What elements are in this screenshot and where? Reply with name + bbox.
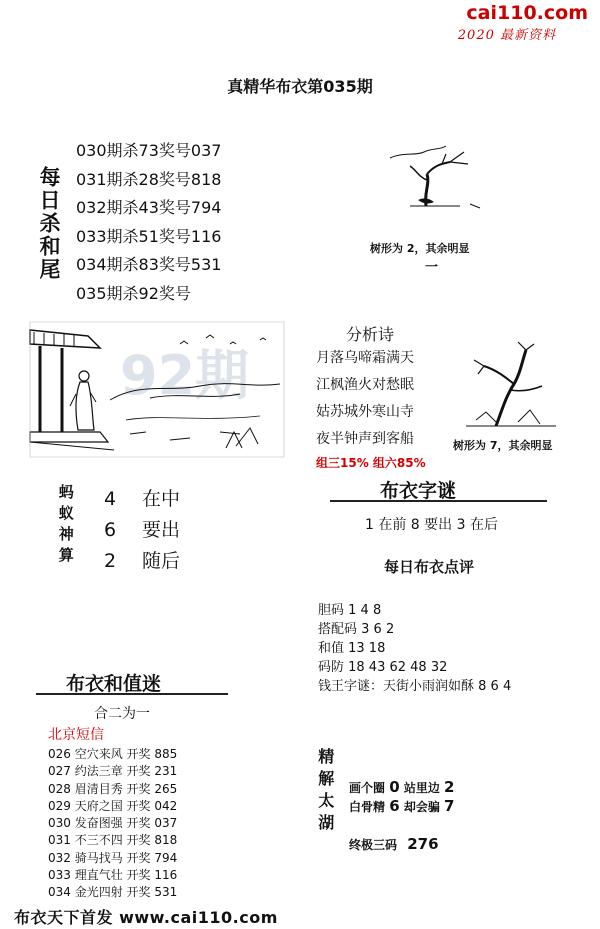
hezhi-subtitle: 合二为一 — [94, 706, 150, 722]
tree1-note: 树形为 2，其余明显 — [370, 242, 470, 255]
jingjie-phrase: 画个圈 — [349, 781, 386, 795]
jingjie-row — [349, 797, 454, 815]
jingjie-number: 7 — [444, 797, 455, 815]
poem-line: 夜半钟声到客船 — [316, 431, 414, 447]
tree2-note: 树形为 7，其余明显 — [453, 439, 553, 452]
list-item: 026 空穴来风 开奖 885 — [48, 747, 178, 761]
daily-kill-list — [76, 137, 221, 308]
list-item: 028 眉清目秀 开奖 265 — [48, 781, 178, 796]
poem-line: 月落乌啼霜满天 — [316, 350, 414, 366]
riddle-text: 1 在前 8 要出 3 在后 — [365, 517, 498, 533]
list-item: 027 约法三章 开奖 231 — [48, 764, 178, 779]
list-item: 032期杀43奖号794 — [76, 198, 222, 217]
list-item: 029 天府之国 开奖 042 — [48, 798, 178, 813]
list-item: 034 金光四射 开奖 531 — [48, 885, 178, 900]
list-item: 钱王字谜：天街小雨润如酥 8 6 4 — [318, 679, 512, 694]
list-item: 码防 18 43 62 48 32 — [318, 660, 448, 675]
daily-review-heading: 每日布衣点评 — [384, 558, 475, 576]
ant-number: 6 — [104, 519, 117, 541]
ant-row — [104, 546, 180, 573]
tree-drawing-1 — [380, 140, 490, 210]
final-label: 终极三码 — [349, 838, 398, 852]
hezhi-divider — [36, 693, 228, 695]
riddle-divider — [330, 500, 547, 502]
list-item: 和值 13 18 — [318, 641, 386, 656]
daily-kill-title: 每日杀和尾 — [37, 166, 61, 281]
list-item: 030 发奋图强 开奖 037 — [48, 816, 178, 831]
source-label: 北京短信 — [48, 727, 104, 743]
brand-subtitle: 2020 最新资料 — [457, 28, 556, 43]
ant-text: 在中 — [142, 488, 181, 510]
pavilion-illustration — [30, 322, 284, 457]
ant-text: 随后 — [142, 550, 181, 572]
site-brand: cai110.com — [466, 2, 588, 24]
ant-title: 蚂蚁神算 — [56, 484, 75, 568]
tree1-mark: 一 — [425, 260, 439, 275]
list-item: 搭配码 3 6 2 — [318, 622, 395, 637]
jingjie-number: 0 — [389, 778, 400, 796]
jingjie-number: 2 — [444, 778, 455, 796]
poem-lines — [316, 345, 414, 453]
ant-number: 2 — [104, 550, 117, 572]
final-value: 276 — [407, 835, 439, 853]
jingjie-phrase: 站里边 — [403, 781, 440, 795]
jingjie-phrase: 白骨精 — [349, 800, 386, 814]
ant-row — [104, 515, 180, 542]
final-three-row — [349, 835, 439, 853]
list-item: 034期杀83奖号531 — [76, 255, 222, 274]
watermark-text: 92期 — [120, 344, 250, 407]
list-item: 031期杀28奖号818 — [76, 169, 222, 189]
jingjie-number: 6 — [389, 797, 400, 815]
poem-line: 江枫渔火对愁眠 — [316, 377, 414, 393]
page-title: 真精华布衣第035期 — [227, 77, 373, 96]
footer-banner: 布衣天下首发 www.cai110.com — [14, 908, 278, 927]
list-item: 033 理直气壮 开奖 116 — [48, 868, 178, 883]
jingjie-title: 精解太湖 — [315, 748, 335, 836]
riddle-heading: 布衣字谜 — [380, 480, 457, 502]
poem-title: 分析诗 — [346, 325, 395, 344]
list-item: 035期杀92奖号 — [76, 283, 191, 303]
ant-text: 要出 — [142, 519, 181, 541]
draw-history — [48, 746, 177, 902]
list-item: 031 不三不四 开奖 818 — [48, 833, 178, 848]
tree-drawing-2 — [456, 340, 566, 430]
list-item: 033期杀51奖号116 — [76, 226, 222, 246]
review-list — [318, 601, 511, 696]
list-item: 胆码 1 4 8 — [318, 603, 382, 618]
list-item: 030期杀73奖号037 — [76, 141, 222, 160]
hezhi-heading: 布衣和值迷 — [66, 673, 162, 695]
jingjie-row — [349, 778, 454, 796]
jingjie-phrase: 却会骗 — [403, 800, 440, 814]
poem-line: 姑苏城外寒山寺 — [316, 404, 414, 420]
ant-number: 4 — [104, 488, 117, 510]
list-item: 032 骑马找马 开奖 794 — [48, 850, 178, 865]
ant-row — [104, 484, 180, 511]
group-percent: 组三15% 组六85% — [316, 456, 426, 470]
